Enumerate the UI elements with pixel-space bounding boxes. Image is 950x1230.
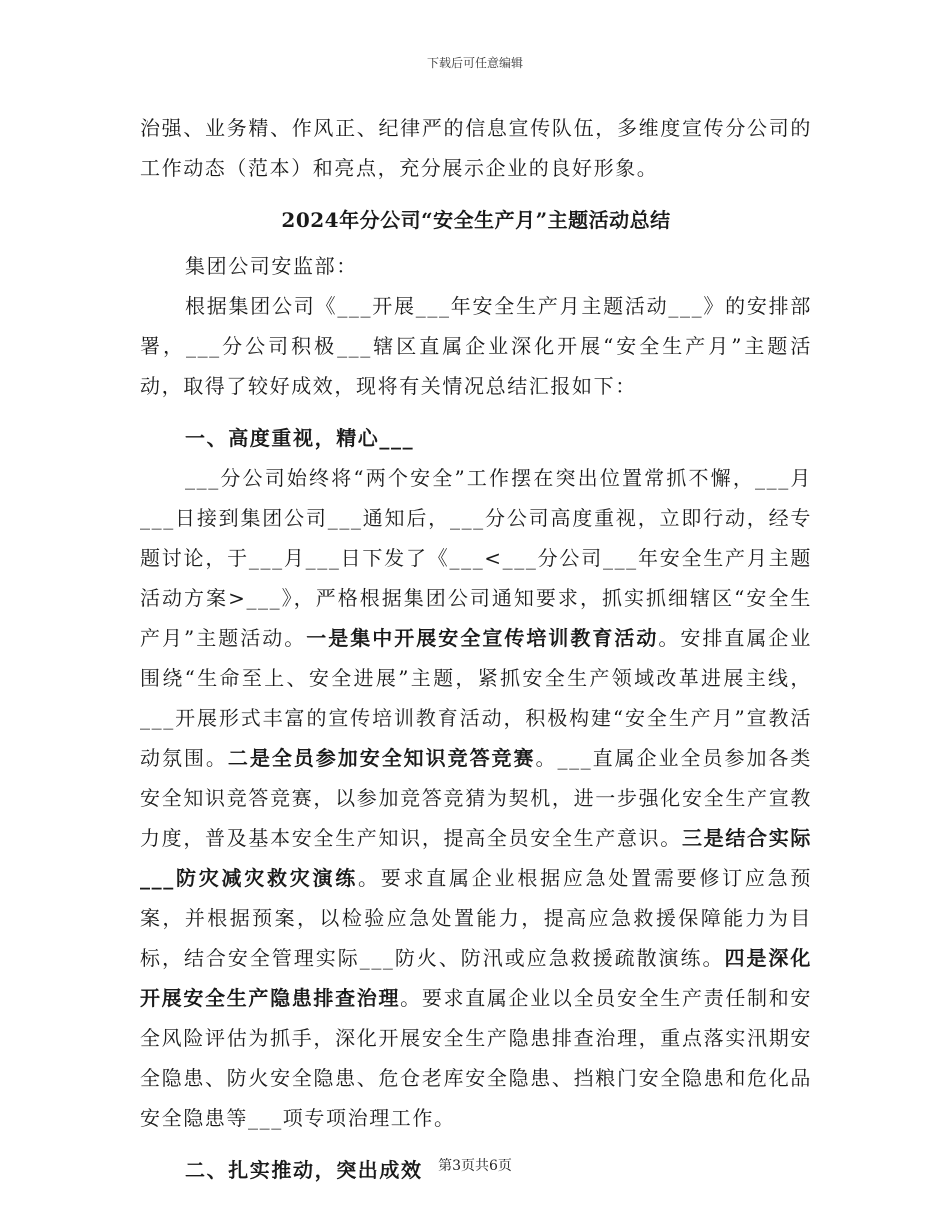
s1-text-g: 。要求直属企业根据应急处置需要修订应急预案，并根据预案，以检验应急处置能力，提高应急救援保障能力为目标，结合安全管理实际___防火、防汛或应急救援疏散演练。 bbox=[140, 866, 812, 970]
document-title: 2024年分公司“安全生产月”主题活动总结 bbox=[281, 208, 671, 232]
s1-text-c: 。安排直属企业围绕“生命至上、安全进展”主题，紧抓安全生产领域改革进展主线，___开展形式丰富的宣传培训教育活动，积极构建“安全生产月”宣教活动氛围。 bbox=[140, 626, 813, 770]
salutation: 集团公司安监部： bbox=[185, 254, 358, 278]
page-number: 第3页共6页 bbox=[438, 1158, 512, 1174]
s1-point-3: 三是结合实际___防灾减灾救灾演练 bbox=[140, 826, 812, 890]
section2-heading: 二、扎实推动，突出成效 bbox=[185, 1158, 423, 1182]
section1-paragraph bbox=[140, 458, 812, 1138]
s1-point-1: 一是集中开展安全宣传培训教育活动 bbox=[306, 626, 659, 650]
opening-paragraph: 根据集团公司《___开展___年安全生产月主题活动___》的安排部署，___分公司积极___辖区直属企业深化开展“安全生产月”主题活动，取得了较好成效，现将有关情况总结汇报如下： bbox=[140, 294, 812, 398]
intro-paragraph: 治强、业务精、作风正、纪律严的信息宣传队伍，多维度宣传分公司的工作动态（范本）和亮点，充分展示企业的良好形象。 bbox=[140, 116, 812, 180]
s1-text-a: ___分公司始终将“两个安全”工作摆在突出位置常抓不懈，___月___日接到集团公司___通知后，___分公司高度重视，立即行动，经专题讨论，于___月___日下发了《___<___分公司___年安全生产月主题活动方案>___》，严格根据集团公司通知要求，抓实抓细辖区“安全生产月”主题活动。 bbox=[140, 466, 812, 650]
s1-text-e: 。___直属企业全员参加各类安全知识竞答竞赛，以参加竞答竞猜为契机，进一步强化安全生产宣教力度，普及基本安全生产知识，提高全员安全生产意识。 bbox=[140, 746, 812, 850]
section1-heading: 一、高度重视，精心___ bbox=[185, 426, 415, 450]
header-note: 下载后可任意编辑 bbox=[426, 56, 523, 70]
s1-point-2: 二是全员参加安全知识竞答竞赛 bbox=[227, 746, 536, 770]
document-body bbox=[140, 108, 812, 1190]
s1-text-i: 。要求直属企业以全员安全生产责任制和安全风险评估为抓手，深化开展安全生产隐患排查治理，重点落实汛期安全隐患、防火安全隐患、危仓老库安全隐患、挡粮门安全隐患和危化品安全隐患等___项专项治理工作。 bbox=[140, 986, 812, 1130]
s1-point-4: 四是深化开展安全生产隐患排查治理 bbox=[140, 946, 812, 1010]
